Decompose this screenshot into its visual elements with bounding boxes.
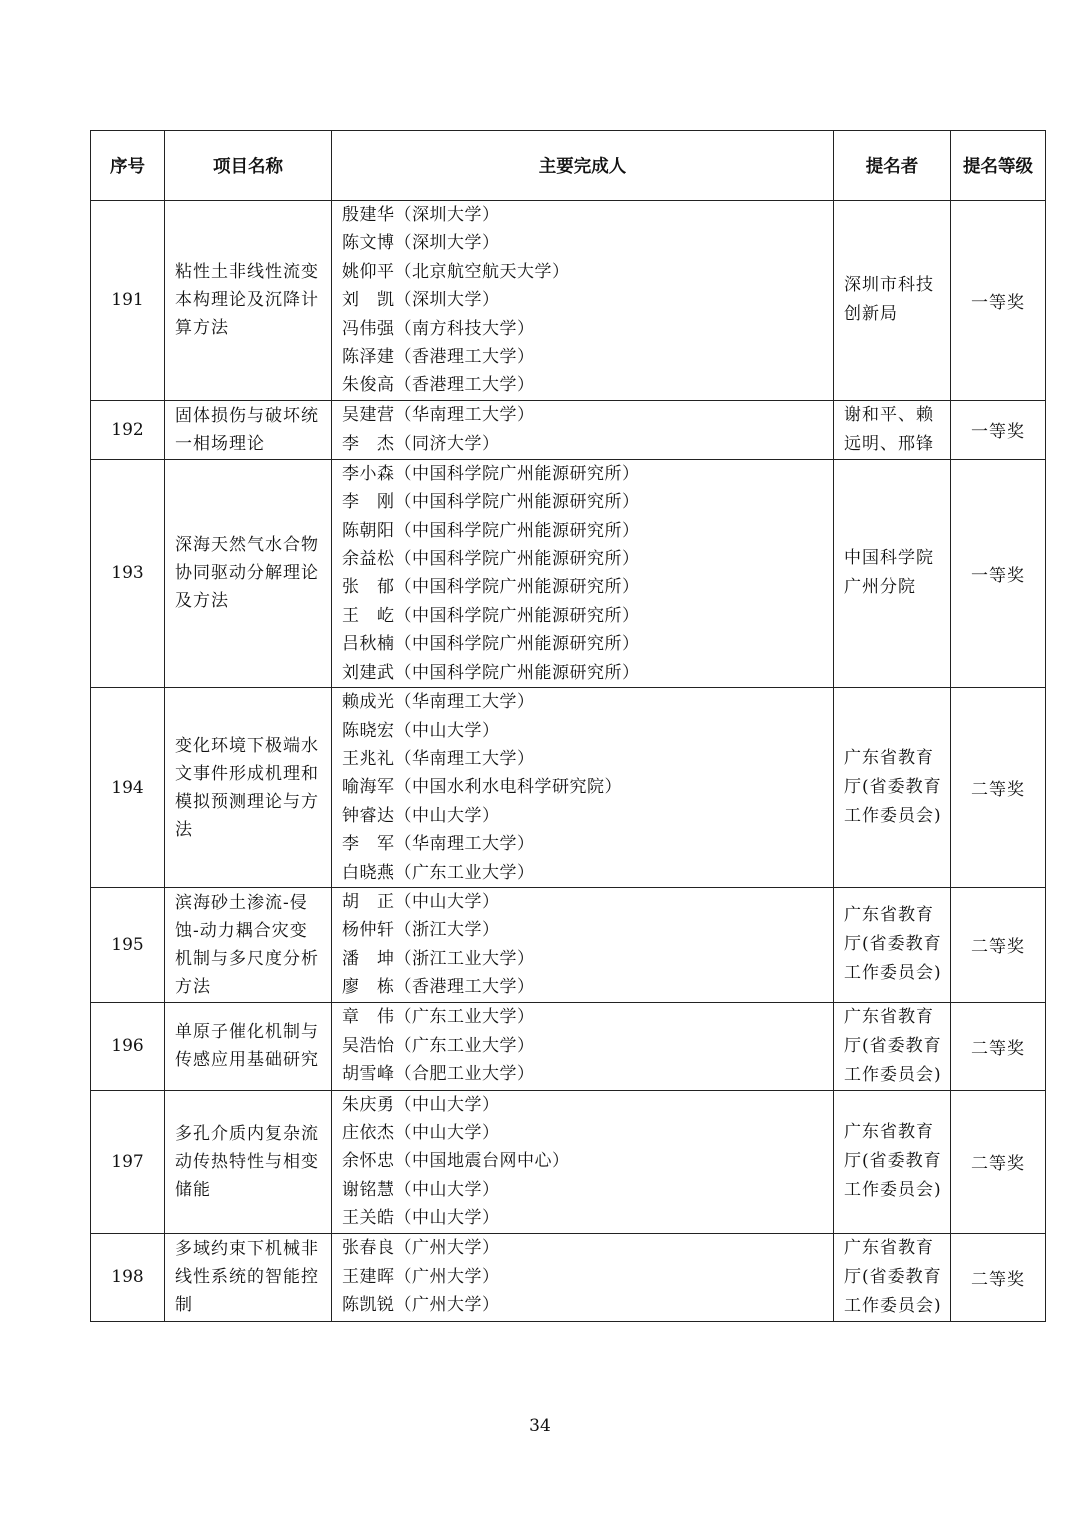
project-name: 固体损伤与破坏统一相场理论: [165, 400, 332, 459]
contributor: 赖成光（华南理工大学）: [342, 692, 535, 713]
contributor: 余益松（中国科学院广州能源研究所）: [342, 549, 640, 570]
row-number: 197: [91, 1090, 165, 1233]
contributor: 王关皓（中山大学）: [342, 1208, 500, 1229]
row-number: 195: [91, 887, 165, 1002]
contributor: 吴建营（华南理工大学）: [342, 405, 535, 426]
nominator: 深圳市科技创新局: [834, 201, 951, 401]
award-grade: 二等奖: [951, 887, 1046, 1002]
contributor: 王 屹（中国科学院广州能源研究所）: [342, 605, 640, 626]
row-number: 191: [91, 201, 165, 401]
contributor: 杨仲轩（浙江大学）: [342, 920, 500, 941]
contributor: 张春良（广州大学）: [342, 1238, 500, 1259]
award-grade: 一等奖: [951, 459, 1046, 687]
contributors-list: [332, 1002, 834, 1090]
contributor: 喻海军（中国水利水电科学研究院）: [342, 777, 622, 798]
award-table: [90, 130, 1046, 1322]
contributors-list: [332, 887, 834, 1002]
nominator: 广东省教育厅(省委教育工作委员会): [834, 1002, 951, 1090]
project-name: 滨海砂土渗流-侵蚀-动力耦合灾变机制与多尺度分析方法: [165, 887, 332, 1002]
contributor: 朱庆勇（中山大学）: [342, 1094, 500, 1115]
project-name: 多孔介质内复杂流动传热特性与相变储能: [165, 1090, 332, 1233]
contributor: 余怀忠（中国地震台网中心）: [342, 1151, 570, 1172]
contributor: 殷建华（深圳大学）: [342, 205, 500, 225]
contributors-list: [332, 1233, 834, 1321]
contributor: 王兆礼（华南理工大学）: [342, 748, 535, 769]
table-row: [91, 1233, 1046, 1321]
table-row: [91, 887, 1046, 1002]
contributors-list: [332, 688, 834, 888]
contributors-list: [332, 201, 834, 401]
row-number: 192: [91, 400, 165, 459]
nominator: 中国科学院广州分院: [834, 459, 951, 687]
project-name: 单原子催化机制与传感应用基础研究: [165, 1002, 332, 1090]
contributor: 潘 坤（浙江工业大学）: [342, 948, 535, 969]
nominator: 广东省教育厅(省委教育工作委员会): [834, 1233, 951, 1321]
table-row: [91, 400, 1046, 459]
contributor: 钟睿达（中山大学）: [342, 805, 500, 826]
row-number: 194: [91, 688, 165, 888]
award-grade: 一等奖: [951, 400, 1046, 459]
nominator: 广东省教育厅(省委教育工作委员会): [834, 1090, 951, 1233]
contributor: 陈文博（深圳大学）: [342, 233, 500, 254]
contributor: 朱俊高（香港理工大学）: [342, 375, 535, 396]
project-name: 粘性土非线性流变本构理论及沉降计算方法: [165, 201, 332, 401]
contributor: 白晓燕（广东工业大学）: [342, 862, 535, 883]
contributor: 陈晓宏（中山大学）: [342, 720, 500, 741]
contributors-list: [332, 1090, 834, 1233]
award-grade: 一等奖: [951, 201, 1046, 401]
contributor: 吴浩怡（广东工业大学）: [342, 1035, 535, 1056]
contributor: 李 刚（中国科学院广州能源研究所）: [342, 492, 640, 513]
contributor: 李 杰（同济大学）: [342, 433, 500, 454]
project-name: 多域约束下机械非线性系统的智能控制: [165, 1233, 332, 1321]
award-grade: 二等奖: [951, 1090, 1046, 1233]
contributor: 陈凯锐（广州大学）: [342, 1295, 500, 1316]
table-header-row: [91, 131, 1046, 201]
contributor: 陈泽建（香港理工大学）: [342, 347, 535, 368]
header-no: 序号: [91, 131, 165, 201]
contributor: 王建晖（广州大学）: [342, 1266, 500, 1287]
nominator: 广东省教育厅(省委教育工作委员会): [834, 887, 951, 1002]
award-grade: 二等奖: [951, 1233, 1046, 1321]
award-grade: 二等奖: [951, 688, 1046, 888]
table-row: [91, 1002, 1046, 1090]
header-project-name: 项目名称: [165, 131, 332, 201]
contributor: 姚仰平（北京航空航天大学）: [342, 261, 570, 282]
contributor: 刘 凯（深圳大学）: [342, 290, 500, 311]
contributor: 张 郁（中国科学院广州能源研究所）: [342, 577, 640, 598]
row-number: 198: [91, 1233, 165, 1321]
contributor: 胡雪峰（合肥工业大学）: [342, 1064, 535, 1085]
header-nominator: 提名者: [834, 131, 951, 201]
contributor: 吕秋楠（中国科学院广州能源研究所）: [342, 634, 640, 655]
contributor: 李 军（华南理工大学）: [342, 834, 535, 855]
table-row: [91, 201, 1046, 401]
contributors-list: [332, 400, 834, 459]
contributor: 庄依杰（中山大学）: [342, 1122, 500, 1143]
header-main-contributors: 主要完成人: [332, 131, 834, 201]
row-number: 196: [91, 1002, 165, 1090]
contributor: 胡 正（中山大学）: [342, 891, 500, 912]
table-row: [91, 1090, 1046, 1233]
contributor: 刘建武（中国科学院广州能源研究所）: [342, 662, 640, 683]
project-name: 变化环境下极端水文事件形成机理和模拟预测理论与方法: [165, 688, 332, 888]
table-body: [91, 201, 1046, 1322]
header-award-grade: 提名等级: [951, 131, 1046, 201]
page-number: 34: [529, 1416, 551, 1436]
row-number: 193: [91, 459, 165, 687]
contributor: 章 伟（广东工业大学）: [342, 1007, 535, 1028]
contributors-list: [332, 459, 834, 687]
award-grade: 二等奖: [951, 1002, 1046, 1090]
contributor: 廖 栋（香港理工大学）: [342, 977, 535, 998]
contributor: 陈朝阳（中国科学院广州能源研究所）: [342, 520, 640, 541]
contributor: 冯伟强（南方科技大学）: [342, 318, 535, 339]
table-row: [91, 688, 1046, 888]
nominator: 谢和平、赖远明、邢锋: [834, 400, 951, 459]
contributor: 谢铭慧（中山大学）: [342, 1179, 500, 1200]
contributor: 李小森（中国科学院广州能源研究所）: [342, 463, 640, 484]
project-name: 深海天然气水合物协同驱动分解理论及方法: [165, 459, 332, 687]
nominator: 广东省教育厅(省委教育工作委员会): [834, 688, 951, 888]
table-row: [91, 459, 1046, 687]
